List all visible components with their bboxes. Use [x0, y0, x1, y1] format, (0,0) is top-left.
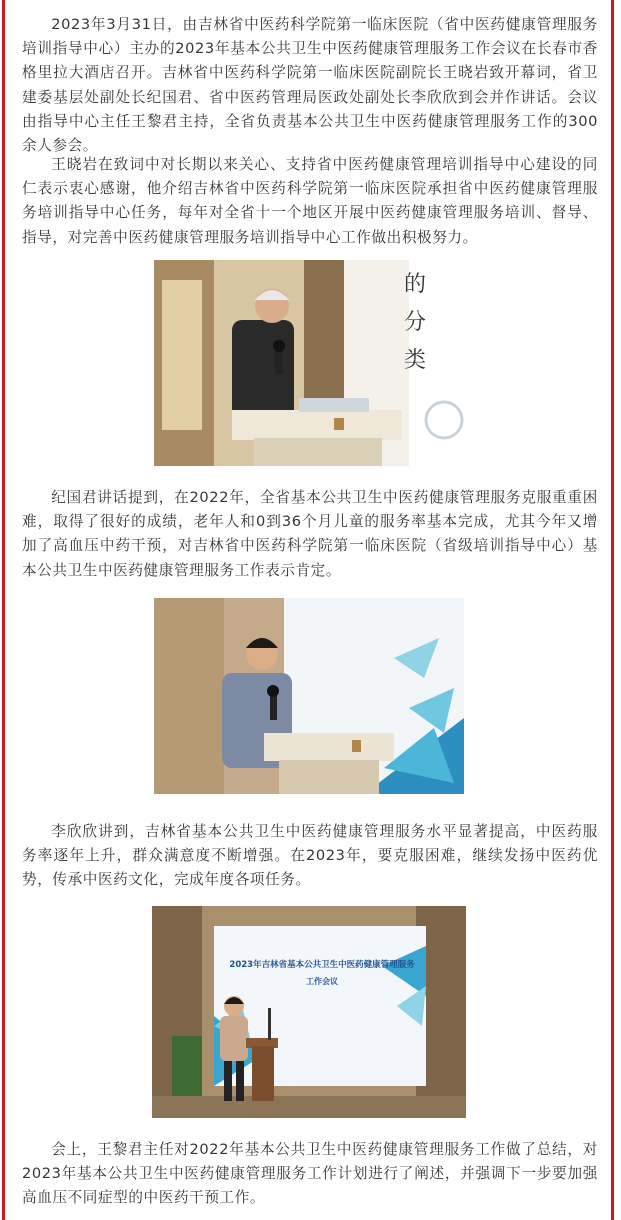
banner-title: 2023年吉林省基本公共卫生中医药健康管理服务	[229, 960, 415, 970]
speaker-photo-2	[154, 598, 464, 794]
paragraph-4: 李欣欣讲到，吉林省基本公共卫生中医药健康管理服务水平显著提高，中医药服务率逐年上升，群众满意度不断增强。在2023年，要克服困难，继续发扬中医药优势，传承中医药文化，完成年度各项任务。	[22, 823, 598, 889]
photo1-screen-text: 的分类	[404, 272, 427, 373]
paragraph-2: 王晓岩在致词中对长期以来关心、支持省中医药健康管理培训指导中心建设的同仁表示衷心感谢，他介绍吉林省中医药科学院第一临床医院承担省中医药健康管理服务培训指导中心任务，每年对全省十一个地区开展中医药健康管理服务培训、督导、指导，对完善中医药健康管理服务培训指导中心工作做出积极努力。	[22, 156, 598, 246]
speaker-photo-3	[152, 906, 466, 1118]
paragraph-3: 纪国君讲话提到，在2022年，全省基本公共卫生中医药健康管理服务克服重重困难，取得了很好的成绩，老年人和0到36个月儿童的服务率基本完成，尤其今年又增加了高血压中药干预，对吉林省中医药科学院第一临床医院（省级培训指导中心）基本公共卫生中医药健康管理服务工作表示肯定。	[22, 489, 598, 579]
banner-subtitle: 工作会议	[306, 977, 338, 986]
paragraph-5: 会上，王黎君主任对2022年基本公共卫生中医药健康管理服务工作做了总结，对2023年基本公共卫生中医药健康管理服务工作计划进行了阐述，并强调下一步要加强高血压不同症型的中医药干预工作。	[22, 1141, 598, 1207]
speaker-photo-1	[154, 260, 464, 466]
paragraph-1: 2023年3月31日，由吉林省中医药科学院第一临床医院（省中医药健康管理服务培训指导中心）主办的2023年基本公共卫生中医药健康管理服务工作会议在长春市香格里拉大酒店召开。吉林省中医药科学院第一临床医院副院长王晓岩致开幕词，省卫建委基层处副处长纪国君、省中医药管理局医政处副处长李欣欣到会并作讲话。会议由指导中心主任王黎君主持，全省负责基本公共卫生中医药健康管理服务工作的300余人参会。	[22, 16, 598, 155]
